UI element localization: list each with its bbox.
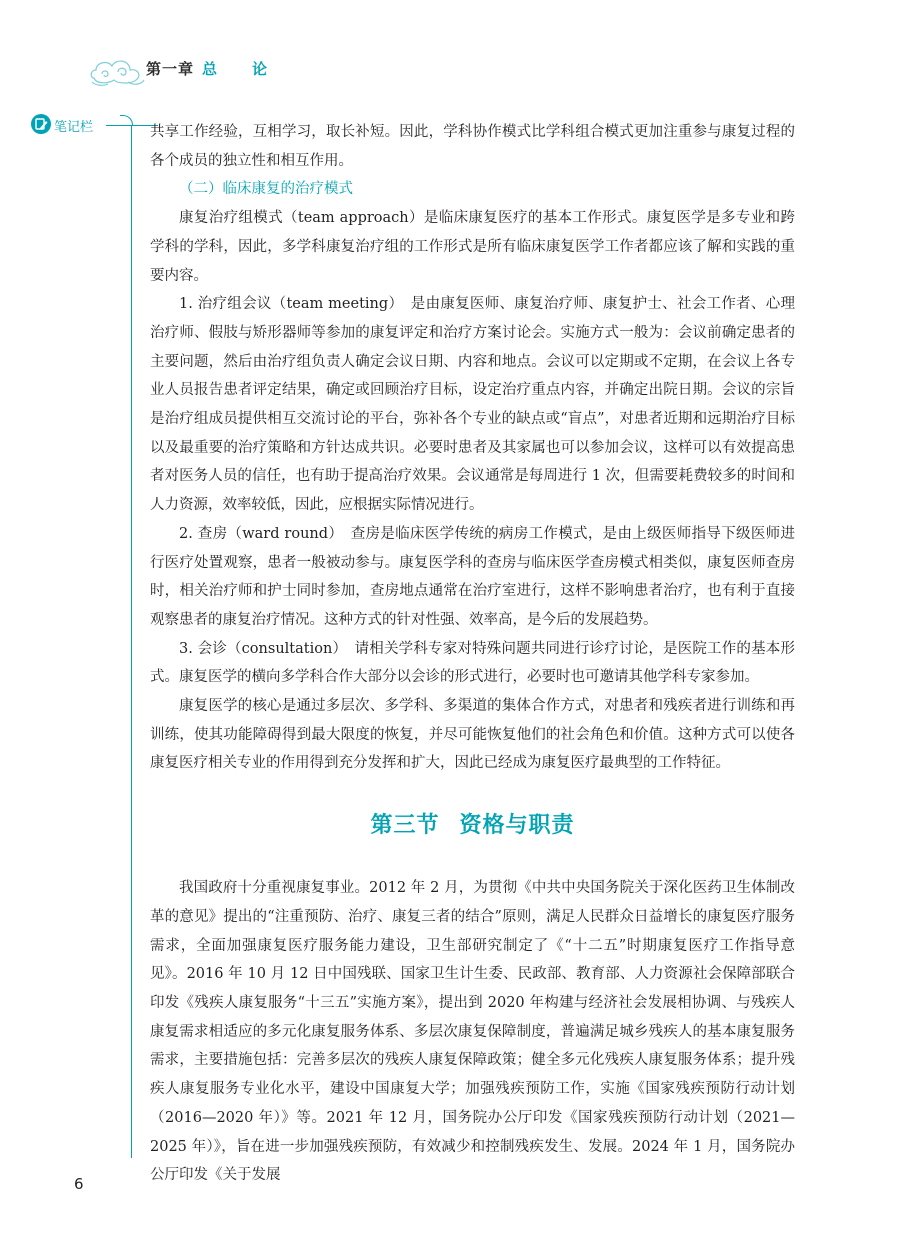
note-pencil-icon — [30, 113, 52, 135]
page-number: 6 — [74, 1175, 84, 1193]
notes-column-tab — [30, 113, 150, 139]
paragraph: 康复医学的核心是通过多层次、多学科、多渠道的集体合作方式，对患者和残疾者进行训练和再训练，使其功能障碍得到最大限度的恢复，并尽可能恢复他们的社会角色和价值。这种方式可以使各康复医疗相关专业的作用得到充分发挥和扩大，因此已经成为康复医疗最典型的工作特征。 — [150, 698, 795, 772]
section-title: 资格与职责 — [459, 813, 575, 839]
page-body — [150, 118, 795, 1190]
paragraph: 1. 治疗组会议（team meeting） 是由康复医师、康复治疗师、康复护士、社会工作者、心理治疗师、假肢与矫形器师等参加的康复评定和治疗方案讨论会。实施方式一般为：会议前确定患者的主要问题，然后由治疗组负责人确定会议日期、内容和地点。会议可以定期或不定期，在会议上各专业人员报告患者评定结果，确定或回顾治疗目标，设定治疗重点内容，并确定出院日期。会议的宗旨是治疗组成员提供相互交流讨论的平台，弥补各个专业的缺点或“盲点”，对患者近期和远期治疗目标以及最重要的治疗策略和方针达成共识。必要时患者及其家属也可以参加会议，这样可以有效提高患者对医务人员的信任，也有助于提高治疗效果。会议通常是每周进行 1 次，但需要耗费较多的时间和人力资源，效率较低，因此，应根据实际情况进行。 — [150, 296, 795, 514]
chapter-number: 第一章 — [146, 60, 195, 78]
chapter-heading — [146, 58, 277, 79]
chapter-title: 总 论 — [202, 60, 278, 78]
section-number: 第三节 — [370, 813, 440, 839]
paragraph: 我国政府十分重视康复事业。2012 年 2 月，为贯彻《中共中央国务院关于深化医药卫生体制改革的意见》提出的“注重预防、治疗、康复三者的结合”原则，满足人民群众日益增长的康复医疗服务需求，全面加强康复医疗服务能力建设，卫生部研究制定了《“十二五”时期康复医疗工作指导意见》。2016 年 10 月 12 日中国残联、国家卫生计生委、民政部、教育部、人力资源社会保障部联合印发《残疾人康复服务“十三五”实施方案》，提出到 2020 年构建与经济社会发展相协调、与残疾人康复需求相适应的多元化康复服务体系、多层次康复保障制度，普遍满足城乡残疾人的基本康复服务需求，主要措施包括：完善多层次的残疾人康复保障政策；健全多元化残疾人康复服务体系；提升残疾人康复服务专业化水平，建设中国康复大学；加强残疾预防工作，实施《国家残疾预防行动计划（2016—2020 年）》等。2021 年 12 月，国务院办公厅印发《国家残疾预防行动计划（2021—2025 年）》，旨在进一步加强残疾预防，有效减少和控制残疾发生、发展。2024 年 1 月，国务院办公厅印发《关于发展 — [150, 880, 795, 1184]
subheading: （二）临床康复的治疗模式 — [179, 181, 353, 198]
notes-rule — [131, 125, 132, 1158]
notes-label: 笔记栏 — [54, 120, 94, 135]
paragraph: 康复治疗组模式（team approach）是临床康复医疗的基本工作形式。康复医学是多专业和跨学科的学科，因此，多学科康复治疗组的工作形式是所有临床康复医学工作者都应该了解和实践的重要内容。 — [150, 210, 795, 284]
paragraph: 3. 会诊（consultation） 请相关学科专家对特殊问题共同进行诊疗讨论，是医院工作的基本形式。康复医学的横向多学科合作大部分以会诊的形式进行，必要时也可邀请其他学科专家参加。 — [150, 640, 795, 686]
section-heading — [150, 778, 795, 874]
paragraph: 2. 查房（ward round） 查房是临床医学传统的病房工作模式，是由上级医师指导下级医师进行医疗处置观察，患者一般被动参与。康复医学科的查房与临床医学查房模式相类似，康复医师查房时，相关治疗师和护士同时参加，查房地点通常在治疗室进行，这样不影响患者治疗，也有利于直接观察患者的康复治疗情况。这种方式的针对性强、效率高，是今后的发展趋势。 — [150, 525, 795, 628]
paragraph: 共享工作经验，互相学习，取长补短。因此，学科协作模式比学科组合模式更加注重参与康复过程的各个成员的独立性和相互作用。 — [150, 124, 795, 169]
running-header — [88, 50, 488, 90]
cloud-ornament-icon — [88, 50, 148, 90]
